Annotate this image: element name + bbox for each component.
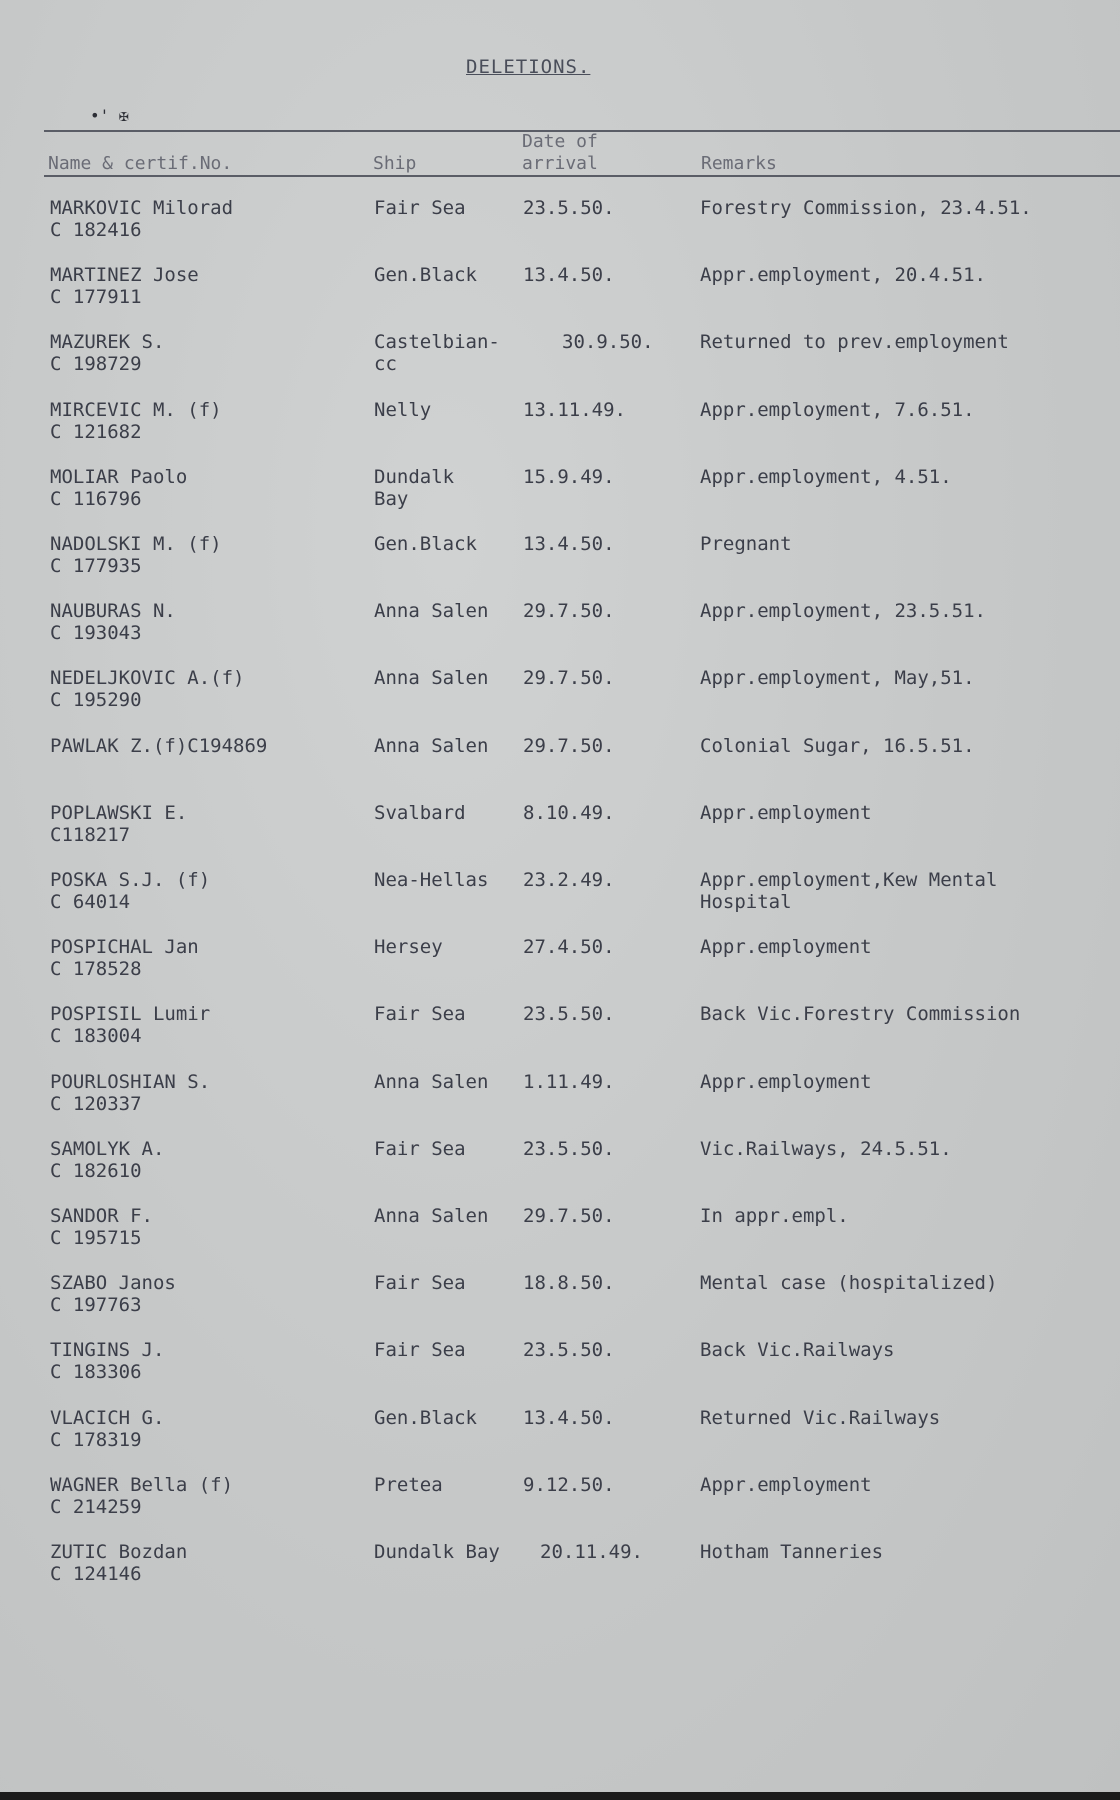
column-header-ship: Ship — [373, 153, 417, 174]
table-row — [0, 1003, 1120, 1063]
ship-name: Gen.Black — [374, 533, 477, 555]
person-name: POURLOSHIAN S. — [50, 1070, 211, 1093]
row-name-cert — [50, 264, 350, 308]
table-row — [0, 802, 1120, 862]
table-row — [0, 600, 1120, 660]
table-row — [0, 1339, 1120, 1399]
ship-name: Anna Salen — [374, 1070, 489, 1093]
arrival-date: 13.11.49. — [523, 398, 626, 421]
arrival-date: 18.8.50. — [523, 1272, 615, 1295]
certificate-number: C 182610 — [50, 1159, 142, 1182]
table-row — [0, 667, 1120, 727]
certificate-number: C 195290 — [50, 689, 142, 712]
handwritten-mark: •' ✠ — [90, 106, 129, 125]
page-title: DELETIONS. — [466, 56, 591, 78]
ship-name: Nea-Hellas — [374, 869, 489, 891]
ship-name: Fair Sea — [374, 197, 466, 219]
person-name: ZUTIC Bozdan — [50, 1541, 188, 1563]
ship-name: Gen.Black — [374, 264, 477, 287]
certificate-number: C 124146 — [50, 1563, 142, 1585]
arrival-date: 13.4.50. — [523, 1406, 615, 1429]
row-name-cert — [50, 466, 350, 510]
certificate-number: C 195715 — [50, 1227, 142, 1249]
arrival-date: 9.12.50. — [523, 1473, 615, 1496]
ship-name: Anna Salen — [374, 600, 489, 623]
ship-name: Fair Sea — [374, 1137, 466, 1160]
arrival-date: 23.5.50. — [523, 1003, 615, 1026]
table-row — [0, 399, 1120, 459]
remarks: Appr.employment — [700, 936, 872, 959]
row-name-cert — [50, 1541, 350, 1585]
certificate-number: C 116796 — [50, 487, 142, 510]
certificate-number: C118217 — [50, 823, 131, 846]
person-name: TINGINS J. — [50, 1339, 165, 1362]
arrival-date: 29.7.50. — [523, 734, 615, 757]
certificate-number: C 198729 — [50, 353, 142, 376]
person-name: MARTINEZ Jose — [50, 264, 199, 287]
table-row — [0, 331, 1120, 391]
remarks: Appr.employment, 23.5.51. — [700, 600, 986, 623]
table-row — [0, 869, 1120, 929]
header-bottom-rule — [44, 175, 1120, 177]
remarks: Forestry Commission, 23.4.51. — [700, 197, 1032, 219]
remarks: Pregnant — [700, 533, 792, 555]
remarks: Appr.employment, 7.6.51. — [700, 398, 975, 421]
person-name: POSPISIL Lumir — [50, 1003, 211, 1026]
remarks: Returned to prev.employment — [700, 331, 1009, 354]
row-name-cert — [50, 399, 350, 443]
remarks: Mental case (hospitalized) — [700, 1272, 998, 1295]
column-header-remarks: Remarks — [701, 153, 777, 174]
ship-name: Pretea — [374, 1473, 443, 1496]
arrival-date: 29.7.50. — [523, 1205, 615, 1227]
table-row — [0, 1541, 1120, 1601]
row-name-cert — [50, 331, 350, 375]
table-row — [0, 1474, 1120, 1534]
remarks: Appr.employment, 4.51. — [700, 465, 952, 488]
table-row — [0, 936, 1120, 996]
row-name-cert — [50, 533, 350, 577]
column-header-date-line1: Date of — [522, 131, 598, 152]
arrival-date: 23.5.50. — [523, 197, 615, 219]
certificate-number: C 178528 — [50, 958, 142, 981]
person-name: VLACICH G. — [50, 1406, 165, 1429]
table-row — [0, 1272, 1120, 1332]
remarks: Vic.Railways, 24.5.51. — [700, 1137, 952, 1160]
row-name-cert — [50, 1071, 350, 1115]
remarks: Returned Vic.Railways — [700, 1406, 941, 1429]
certificate-number: C 177911 — [50, 286, 142, 309]
person-name: SANDOR F. — [50, 1205, 153, 1227]
remarks: Colonial Sugar, 16.5.51. — [700, 734, 975, 757]
remarks: Hotham Tanneries — [700, 1541, 884, 1563]
person-name: SAMOLYK A. — [50, 1137, 165, 1160]
column-header-date-line2: arrival — [522, 153, 598, 174]
certificate-number: C 121682 — [50, 420, 142, 443]
person-name: POPLAWSKI E. — [50, 801, 188, 824]
table-row — [0, 466, 1120, 526]
ship-name: Svalbard — [374, 801, 466, 824]
person-name: POSKA S.J. (f) — [50, 869, 211, 891]
row-name-cert — [50, 1138, 350, 1182]
row-name-cert — [50, 802, 350, 846]
person-name: NADOLSKI M. (f) — [50, 533, 222, 555]
row-name-cert — [50, 1339, 350, 1383]
certificate-number: C 177935 — [50, 555, 142, 577]
remarks: In appr.empl. — [700, 1205, 849, 1227]
person-name: NEDELJKOVIC A.(f) — [50, 667, 245, 690]
arrival-date: 29.7.50. — [523, 667, 615, 690]
row-name-cert — [50, 667, 350, 711]
remarks: Appr.employment, 20.4.51. — [700, 264, 986, 287]
row-name-cert — [50, 1407, 350, 1451]
certificate-number: C 120337 — [50, 1092, 142, 1115]
remarks: Appr.employment,Kew Mental Hospital — [700, 869, 998, 913]
ship-name: Anna Salen — [374, 1205, 489, 1227]
arrival-date: 23.5.50. — [523, 1339, 615, 1362]
ship-name: Dundalk Bay — [374, 1541, 500, 1563]
ship-name: Fair Sea — [374, 1339, 466, 1362]
remarks: Back Vic.Railways — [700, 1339, 895, 1362]
row-name-cert — [50, 1003, 350, 1047]
person-name: WAGNER Bella (f) — [50, 1473, 234, 1496]
table-row — [0, 1071, 1120, 1131]
person-name: NAUBURAS N. — [50, 600, 176, 623]
arrival-date: 23.5.50. — [523, 1137, 615, 1160]
certificate-number: C 183004 — [50, 1025, 142, 1048]
row-name-cert — [50, 1474, 350, 1518]
table-row — [0, 735, 1120, 795]
column-header-name: Name & certif.No. — [48, 153, 233, 174]
arrival-date: 8.10.49. — [523, 801, 615, 824]
ship-name: Hersey — [374, 936, 443, 959]
arrival-date: 13.4.50. — [523, 533, 615, 555]
certificate-number: C 193043 — [50, 622, 142, 645]
row-name-cert — [50, 1205, 350, 1249]
ship-name: Anna Salen — [374, 734, 489, 757]
certificate-number: C 64014 — [50, 891, 131, 913]
ship-name: Fair Sea — [374, 1003, 466, 1026]
person-name: POSPICHAL Jan — [50, 936, 199, 959]
table-row — [0, 264, 1120, 324]
arrival-date: 20.11.49. — [540, 1541, 643, 1563]
table-row — [0, 197, 1120, 257]
certificate-number: C 182416 — [50, 219, 142, 241]
arrival-date: 23.2.49. — [523, 869, 615, 891]
arrival-date: 27.4.50. — [523, 936, 615, 959]
certificate-number: C 197763 — [50, 1294, 142, 1317]
person-name: MOLIAR Paolo — [50, 465, 188, 488]
ship-name: Nelly — [374, 398, 432, 421]
ship-name: Fair Sea — [374, 1272, 466, 1295]
remarks: Back Vic.Forestry Commission — [700, 1003, 1021, 1026]
row-name-cert — [50, 600, 350, 644]
ship-name: Anna Salen — [374, 667, 489, 690]
arrival-date: 29.7.50. — [523, 600, 615, 623]
table-row — [0, 1407, 1120, 1467]
remarks: Appr.employment — [700, 1070, 872, 1093]
column-header-date — [522, 131, 598, 175]
person-name: MARKOVIC Milorad — [50, 197, 234, 219]
arrival-date: 1.11.49. — [523, 1070, 615, 1093]
arrival-date: 13.4.50. — [523, 264, 615, 287]
certificate-number: C 214259 — [50, 1495, 142, 1518]
remarks: Appr.employment, May,51. — [700, 667, 975, 690]
person-name: MAZUREK S. — [50, 331, 165, 354]
certificate-number: C 178319 — [50, 1428, 142, 1451]
person-name: SZABO Janos — [50, 1272, 176, 1295]
table-row — [0, 1205, 1120, 1265]
ship-name: Castelbian- cc — [374, 331, 500, 376]
table-row — [0, 1138, 1120, 1198]
row-name-cert — [50, 1272, 350, 1316]
ship-name: Dundalk Bay — [374, 465, 455, 510]
table-row — [0, 533, 1120, 593]
remarks: Appr.employment — [700, 801, 872, 824]
row-name-cert — [50, 869, 350, 913]
person-name: MIRCEVIC M. (f) — [50, 398, 222, 421]
certificate-number: C 183306 — [50, 1361, 142, 1384]
row-name-cert — [50, 936, 350, 980]
remarks: Appr.employment — [700, 1473, 872, 1496]
arrival-date: 15.9.49. — [523, 465, 615, 488]
ship-name: Gen.Black — [374, 1406, 477, 1429]
person-name: PAWLAK Z.(f)C194869 — [50, 734, 268, 757]
row-name-cert — [50, 735, 350, 757]
arrival-date: 30.9.50. — [562, 331, 654, 354]
row-name-cert — [50, 197, 350, 241]
